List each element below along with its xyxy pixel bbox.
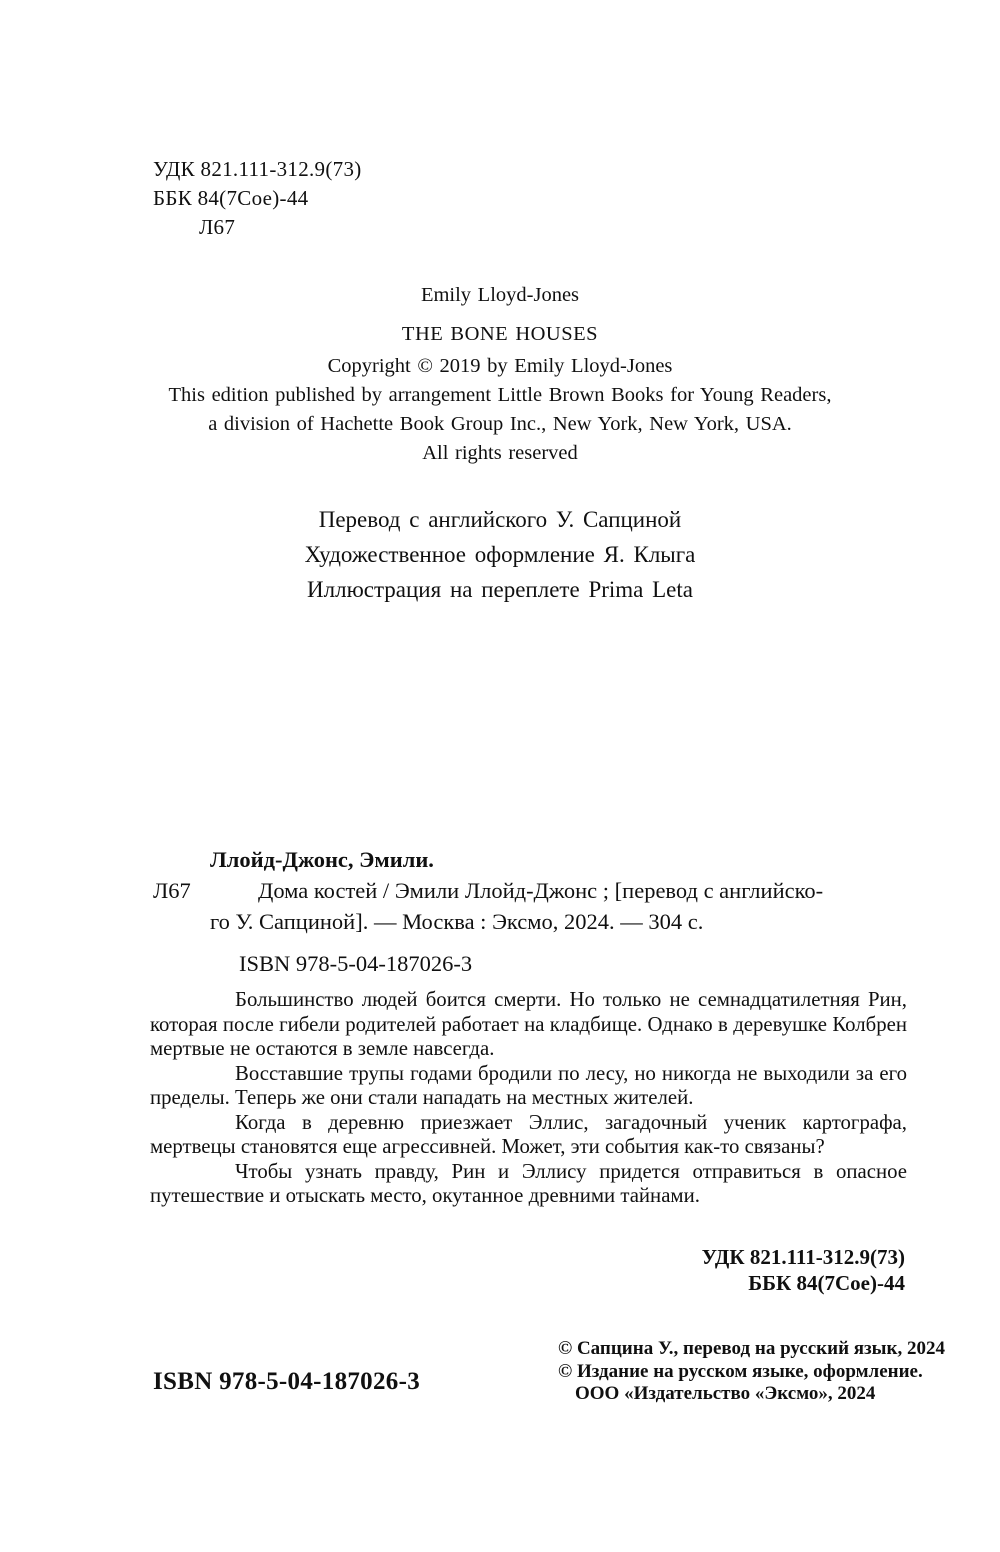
bbk-code-bottom: ББК 84(7Сое)-44 [748, 1271, 905, 1295]
rights-reserved-line: All rights reserved [422, 442, 578, 464]
catalog-card [153, 844, 907, 979]
cover-illustration-credit: Иллюстрация на переплете Prima Leta [307, 577, 693, 602]
publisher-imprint-line: ООО «Издательство «Эксмо», 2024 [575, 1383, 876, 1404]
original-copyright-line: Copyright © 2019 by Emily Lloyd-Jones [327, 355, 673, 377]
udk-code: УДК 821.111-312.9(73) [153, 157, 362, 181]
catalog-entry [153, 875, 907, 937]
russian-credits-block [0, 502, 1000, 607]
catalog-entry-text [210, 875, 907, 937]
udk-code-bottom: УДК 821.111-312.9(73) [701, 1245, 905, 1269]
annotation [150, 988, 907, 1209]
design-credit: Художественное оформление Я. Клыга [304, 542, 696, 567]
catalog-entry-line-1: Дома костей / Эмили Ллойд-Джонс ; [перевод с английско- [258, 878, 824, 903]
annotation-paragraph-4: Чтобы узнать правду, Рин и Эллису придется отправиться в опасное путешествие и отыскать место, окутанное древними тайнами. [150, 1159, 907, 1207]
translator-credit: Перевод с английского У. Сапциной [318, 507, 682, 532]
catalog-author-heading: Ллойд-Джонс, Эмили. [210, 847, 434, 872]
author-sign-code: Л67 [199, 215, 236, 239]
annotation-paragraph-2: Восставшие трупы годами бродили по лесу, но никогда не выходили за его пределы. Теперь же они стали нападать на местных жителей. [150, 1061, 907, 1109]
catalog-isbn: ISBN 978-5-04-187026-3 [239, 951, 473, 976]
top-bibliographic-codes [153, 155, 362, 242]
publisher-division-line: a division of Hachette Book Group Inc., New York, New York, USA. [208, 413, 792, 435]
translation-copyright-line: © Сапцина У., перевод на русский язык, 2024 [558, 1338, 945, 1359]
catalog-author-code: Л67 [153, 878, 191, 903]
edition-copyright-line: © Издание на русском языке, оформление. [558, 1360, 923, 1382]
isbn-bottom: ISBN 978-5-04-187026-3 [153, 1368, 421, 1395]
catalog-entry-line-2: го У. Сапциной]. — Москва : Эксмо, 2024. — 304 с. [210, 909, 704, 934]
original-author: Emily Lloyd-Jones [420, 284, 580, 306]
bbk-code: ББК 84(7Сое)-44 [153, 186, 309, 210]
annotation-paragraph-3: Когда в деревню приезжает Эллис, загадочный ученик картографа, мертвецы становятся еще агрессивней. Может, эти события как-то связаны? [150, 1110, 907, 1158]
original-edition-block [0, 281, 1000, 468]
original-title: THE BONE HOUSES [401, 323, 599, 345]
russian-copyright-block [558, 1338, 945, 1406]
bottom-bibliographic-codes [702, 1244, 905, 1296]
edition-arrangement-line: This edition published by arrangement Little Brown Books for Young Readers, [168, 384, 832, 406]
annotation-paragraph-1: Большинство людей боится смерти. Но только не семнадцатилетняя Рин, которая после гибели родителей работает на кладбище. Однако в деревушке Колбрен мертвые не остаются в земле навсегда. [150, 988, 907, 1060]
